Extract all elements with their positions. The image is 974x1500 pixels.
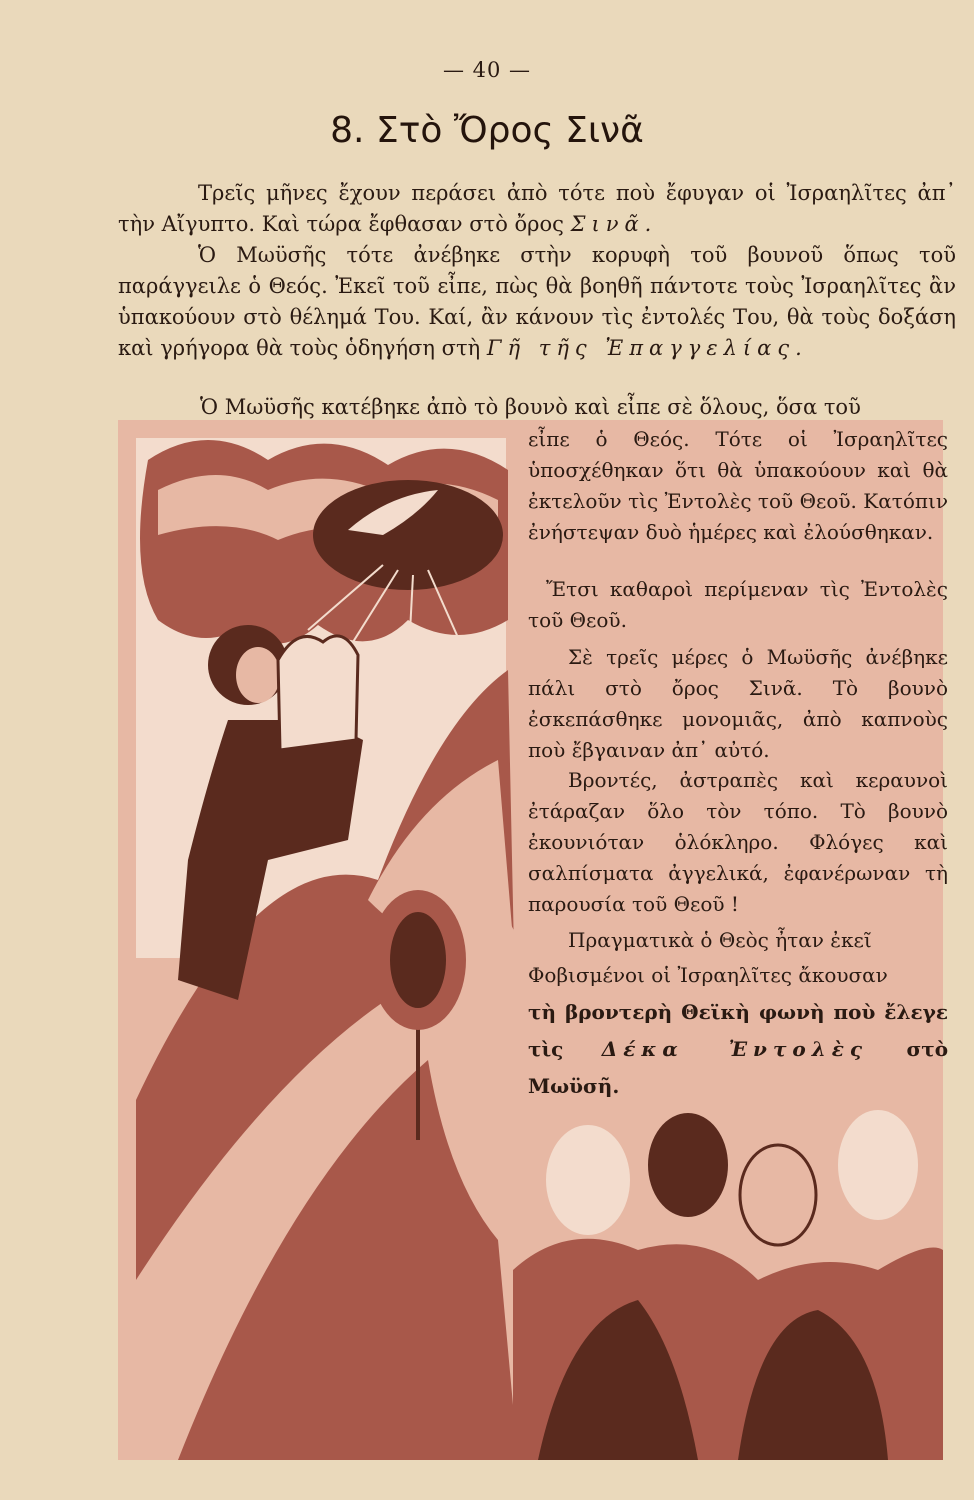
third-day-paragraph: Σὲ τρεῖς μέρες ὁ Μωϋσῆς ἀνέβηκε πάλι στὸ ὄρος Σινᾶ. Τὸ βουνὸ ἐσκεπάσθηκε μονομιᾶς, ἀπὸ καπνοὺς ποὺ ἔβγαιναν ἀπ᾽ αὐτό. [528,645,948,762]
chapter-title: 8. Στὸ Ὄρος Σινᾶ [330,110,644,151]
descent-continued: εἶπε ὁ Θεός. Τότε οἱ Ἰσραηλῖτες ὑποσχέθηκαν ὅτι θὰ ὑπακούουν καὶ θὰ ἐκτελοῦν τὶς Ἐντολὲς τοῦ Θεοῦ. Κατόπιν ἐνήστεψαν δυὸ ἡμέρες καὶ ἐλούσθηκαν. [528,427,948,544]
thunder-paragraph: Βροντές, ἀστραπὲς καὶ κεραυνοὶ ἐτάραζαν ὅλο τὸν τόπο. Τὸ βουνὸ ἐκουνιόταν ὁλόκληρο. Φλόγες καὶ σαλπίσματα ἀγγελικά, ἐφανέρωναν τὴ παρουσία τοῦ Θεοῦ ! [528,768,948,916]
sinai-emphasis: Σινᾶ. [570,212,658,236]
ten-commandments-emphasis: Δέκα Ἐντολὲς [601,1037,869,1061]
heard-line: Φοβισμένοι οἱ Ἰσραηλῖτες ἄκουσαν [528,963,888,987]
heard-paragraph [528,957,948,1105]
heard-end-text: στὸ Μωϋσῆ. [528,1037,949,1098]
moses-ascent-paragraph [118,240,956,364]
intro-paragraph [118,178,956,240]
clean-paragraph: Ἔτσι καθαροὶ περίμεναν τὶς Ἐντολὲς τοῦ Θεοῦ. [528,577,948,632]
moses-ascent-text: Ὁ Μωϋσῆς τότε ἀνέβηκε στὴν κορυφὴ τοῦ βουνοῦ ὅπως τοῦ παράγγειλε ὁ Θεός. Ἐκεῖ τοῦ εἶπε, πὼς θὰ βοηθῆ πάντοτε τοὺς Ἰσραηλῖτες ἂν ὑπακούουν στὸ θέλημά Του. Καί, ἂν κάνουν τὶς ἐντολές Του, θὰ τοὺς δοξάση καὶ γρήγορα θὰ τοὺς ὁδηγήση στὴ [118,243,956,360]
page-number: — 40 — [442,58,532,82]
heard-bold-text: τὴ βροντερὴ Θεϊκὴ φωνὴ ποὺ ἔλεγε τὶς [528,1000,948,1061]
intro-text: Τρεῖς μῆνες ἔχουν περάσει ἀπὸ τότε ποὺ ἔφυγαν οἱ Ἰσραηλῖτες ἀπ᾽ τὴν Αἴγυπτο. Καὶ τώρα ἔφθασαν στὸ ὄρος [118,181,956,236]
promised-land-emphasis: Γῆ τῆς Ἐπαγγελίας. [486,336,808,360]
god-present-line: Πραγματικὰ ὁ Θεὸς ἦταν ἐκεῖ [568,928,872,952]
descent-first-line: Ὁ Μωϋσῆς κατέβηκε ἀπὸ τὸ βουνὸ καὶ εἶπε σὲ ὅλους, ὅσα τοῦ [200,395,861,419]
